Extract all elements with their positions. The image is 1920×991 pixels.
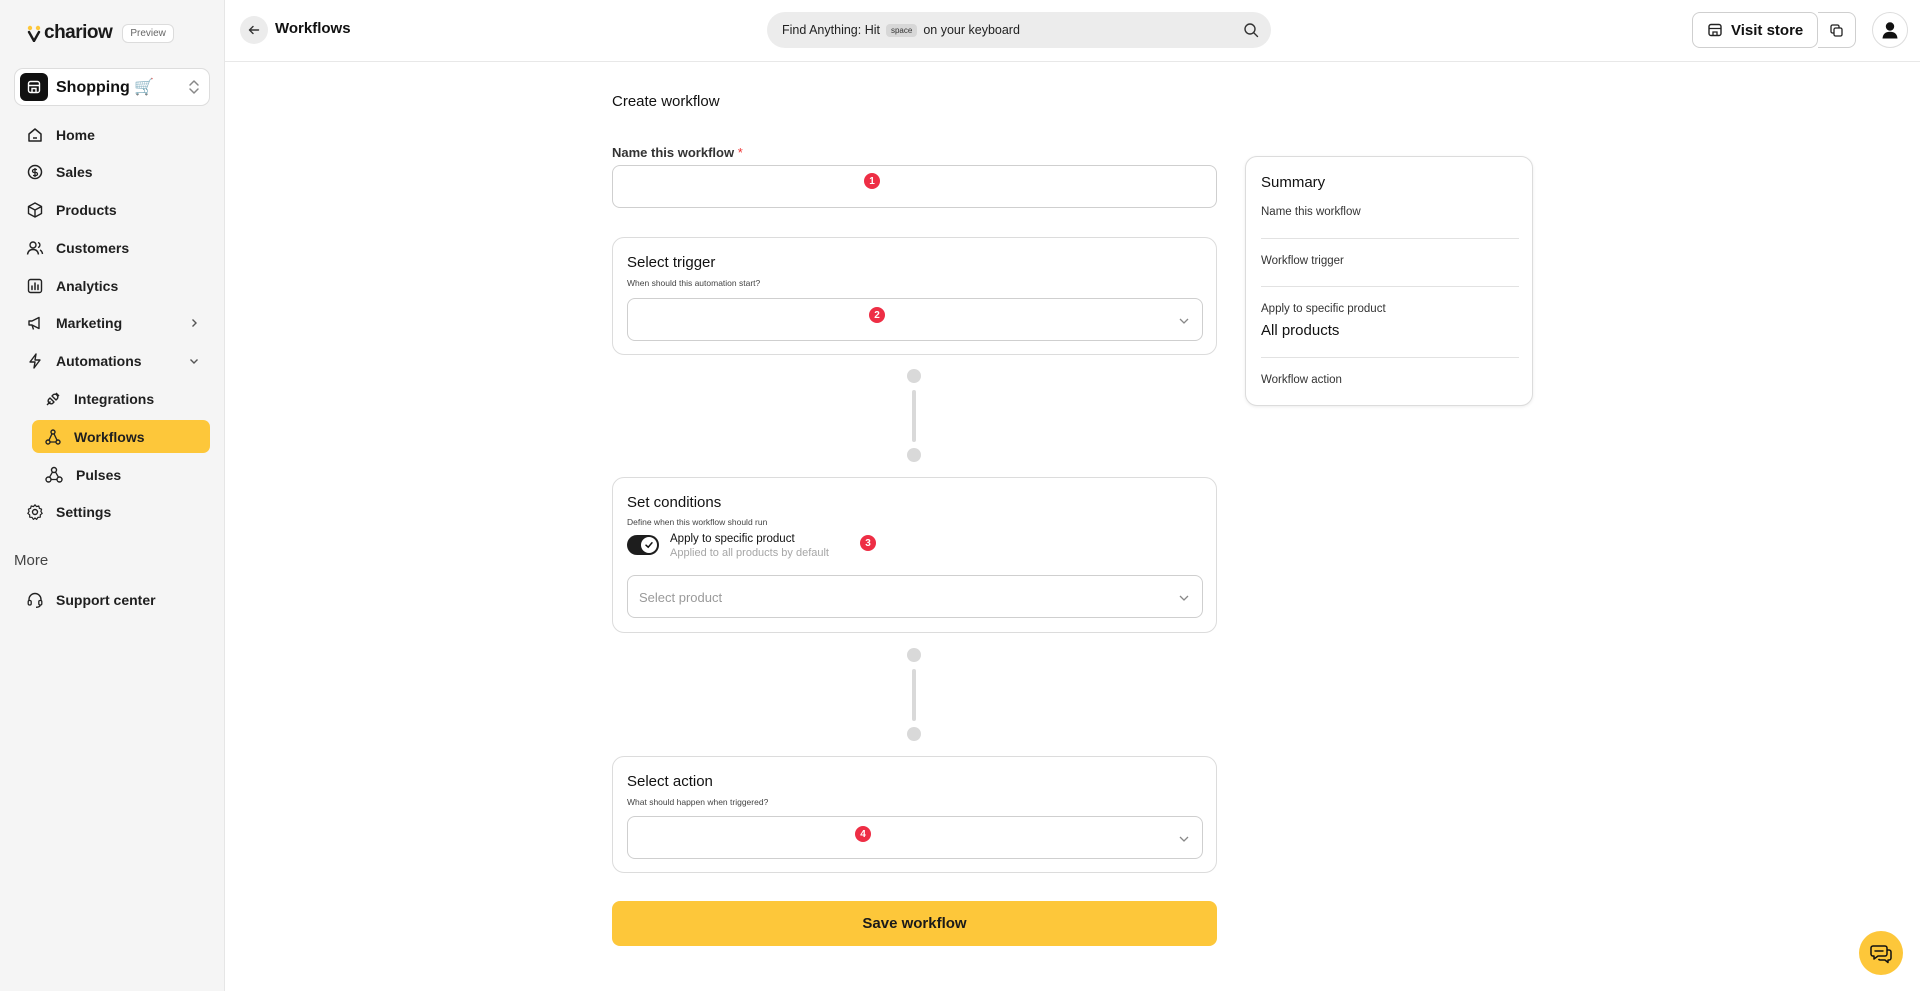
global-search-bar[interactable] (767, 12, 1271, 48)
step-badge-3: 3 (860, 535, 876, 551)
summary-product-value: All products (1261, 322, 1340, 339)
storefront-icon (20, 73, 48, 101)
connector-dot (907, 727, 921, 741)
back-button[interactable] (240, 16, 268, 44)
user-icon (1879, 19, 1901, 41)
sidebar-item-sales[interactable] (14, 156, 210, 189)
action-select[interactable] (627, 816, 1203, 859)
sidebar-item-label: Workflows (74, 428, 145, 445)
sidebar-item-products[interactable] (14, 194, 210, 227)
headset-icon (26, 591, 44, 609)
action-card (612, 756, 1217, 873)
trigger-card (612, 237, 1217, 355)
step-badge-2: 2 (869, 307, 885, 323)
sidebar-item-integrations[interactable] (32, 383, 210, 416)
sidebar-item-label: Analytics (56, 277, 119, 294)
toggle-hint: Applied to all products by default (670, 547, 829, 559)
toggle-knob (641, 537, 657, 553)
box-icon (26, 201, 44, 219)
user-avatar-button[interactable] (1872, 12, 1908, 48)
name-field-label (612, 145, 743, 160)
gear-icon (26, 503, 44, 521)
page-title: Workflows (275, 20, 351, 37)
megaphone-icon (26, 314, 44, 332)
trigger-title: Select trigger (627, 254, 716, 271)
summary-name-row: Name this workflow (1261, 206, 1361, 218)
chevron-down-icon (188, 355, 200, 367)
sidebar-item-label: Settings (56, 504, 112, 521)
product-select[interactable] (627, 575, 1203, 618)
trigger-select[interactable] (627, 298, 1203, 341)
sidebar-item-label: Marketing (56, 315, 123, 332)
summary-trigger-row: Workflow trigger (1261, 255, 1344, 267)
chevron-down-icon (1178, 834, 1190, 844)
chariow-logo-icon (26, 24, 42, 42)
apply-product-toggle[interactable] (627, 535, 659, 555)
sidebar-item-label: Pulses (76, 466, 122, 483)
action-subtitle: What should happen when triggered? (627, 797, 769, 807)
action-title: Select action (627, 773, 713, 790)
search-suffix: on your keyboard (923, 23, 1020, 37)
storefront-icon (1707, 22, 1723, 38)
connector-dot (907, 648, 921, 662)
search-prefix: Find Anything: Hit (782, 23, 880, 37)
sidebar-item-pulses[interactable] (32, 458, 210, 491)
sidebar-item-label: Integrations (74, 391, 155, 408)
sidebar-item-automations[interactable] (14, 345, 210, 378)
summary-product-row: Apply to specific product (1261, 303, 1386, 315)
divider (1261, 238, 1519, 239)
brand-name: chariow (44, 22, 113, 43)
home-icon (26, 126, 44, 144)
keyboard-shortcut-key: space (886, 24, 917, 37)
chevron-right-icon (188, 317, 200, 329)
chevron-down-icon (1178, 593, 1190, 603)
sidebar (0, 0, 225, 991)
connector-line (912, 390, 916, 442)
chevron-up-down-icon (187, 78, 201, 101)
sidebar-item-label: Sales (56, 164, 93, 181)
divider (1261, 286, 1519, 287)
sidebar-item-label: Products (56, 202, 117, 219)
connector-line (912, 669, 916, 721)
copy-icon (1829, 23, 1844, 38)
top-header (225, 0, 1920, 62)
connector-dot (907, 369, 921, 383)
store-switcher[interactable] (14, 68, 210, 106)
arrow-left-icon (247, 23, 261, 37)
sidebar-item-settings[interactable] (14, 496, 210, 529)
workflow-icon (44, 428, 62, 446)
divider (1261, 357, 1519, 358)
conditions-card (612, 477, 1217, 633)
name-label-text: Name this workflow (612, 145, 735, 160)
chat-icon (1869, 941, 1893, 965)
save-workflow-button[interactable]: Save workflow (612, 901, 1217, 946)
sidebar-item-home[interactable] (14, 118, 210, 151)
sidebar-item-marketing[interactable] (14, 307, 210, 340)
store-name: Shopping 🛒 (56, 79, 155, 96)
visit-store-button[interactable] (1692, 12, 1818, 48)
form-heading: Create workflow (612, 93, 720, 110)
chevron-down-icon (1178, 316, 1190, 326)
copy-store-link-button[interactable] (1818, 12, 1856, 48)
required-mark: * (737, 145, 743, 160)
conditions-title: Set conditions (627, 494, 722, 511)
sidebar-item-support-center[interactable] (14, 583, 210, 616)
bolt-icon (26, 352, 44, 370)
chart-icon (26, 277, 44, 295)
visit-store-label: Visit store (1731, 21, 1804, 39)
workflow-name-input[interactable] (612, 165, 1217, 208)
plug-icon (44, 390, 62, 408)
summary-panel (1245, 156, 1533, 406)
sidebar-item-customers[interactable] (14, 231, 210, 264)
sidebar-item-workflows[interactable] (32, 420, 210, 453)
toggle-label: Apply to specific product (670, 533, 795, 545)
dollar-icon (26, 163, 44, 181)
preview-badge: Preview (122, 24, 174, 43)
connector-dot (907, 448, 921, 462)
sidebar-item-analytics[interactable] (14, 269, 210, 302)
webhook-icon (44, 465, 64, 485)
sidebar-item-label: Home (56, 126, 95, 143)
support-chat-button[interactable] (1859, 931, 1903, 975)
trigger-subtitle: When should this automation start? (627, 278, 761, 288)
sidebar-item-label: Customers (56, 239, 130, 256)
product-select-placeholder: Select product (639, 590, 723, 605)
summary-title: Summary (1261, 174, 1326, 191)
main-nav (14, 118, 210, 534)
summary-action-row: Workflow action (1261, 374, 1342, 386)
more-section-label: More (14, 552, 49, 569)
sidebar-item-label: Automations (56, 353, 142, 370)
conditions-subtitle: Define when this workflow should run (627, 517, 768, 527)
sidebar-item-label: Support center (56, 591, 156, 608)
users-icon (26, 239, 44, 257)
step-badge-1: 1 (864, 173, 880, 189)
step-badge-4: 4 (855, 826, 871, 842)
brand-logo[interactable] (26, 22, 174, 44)
check-icon (644, 540, 654, 550)
search-icon[interactable] (1243, 22, 1259, 41)
